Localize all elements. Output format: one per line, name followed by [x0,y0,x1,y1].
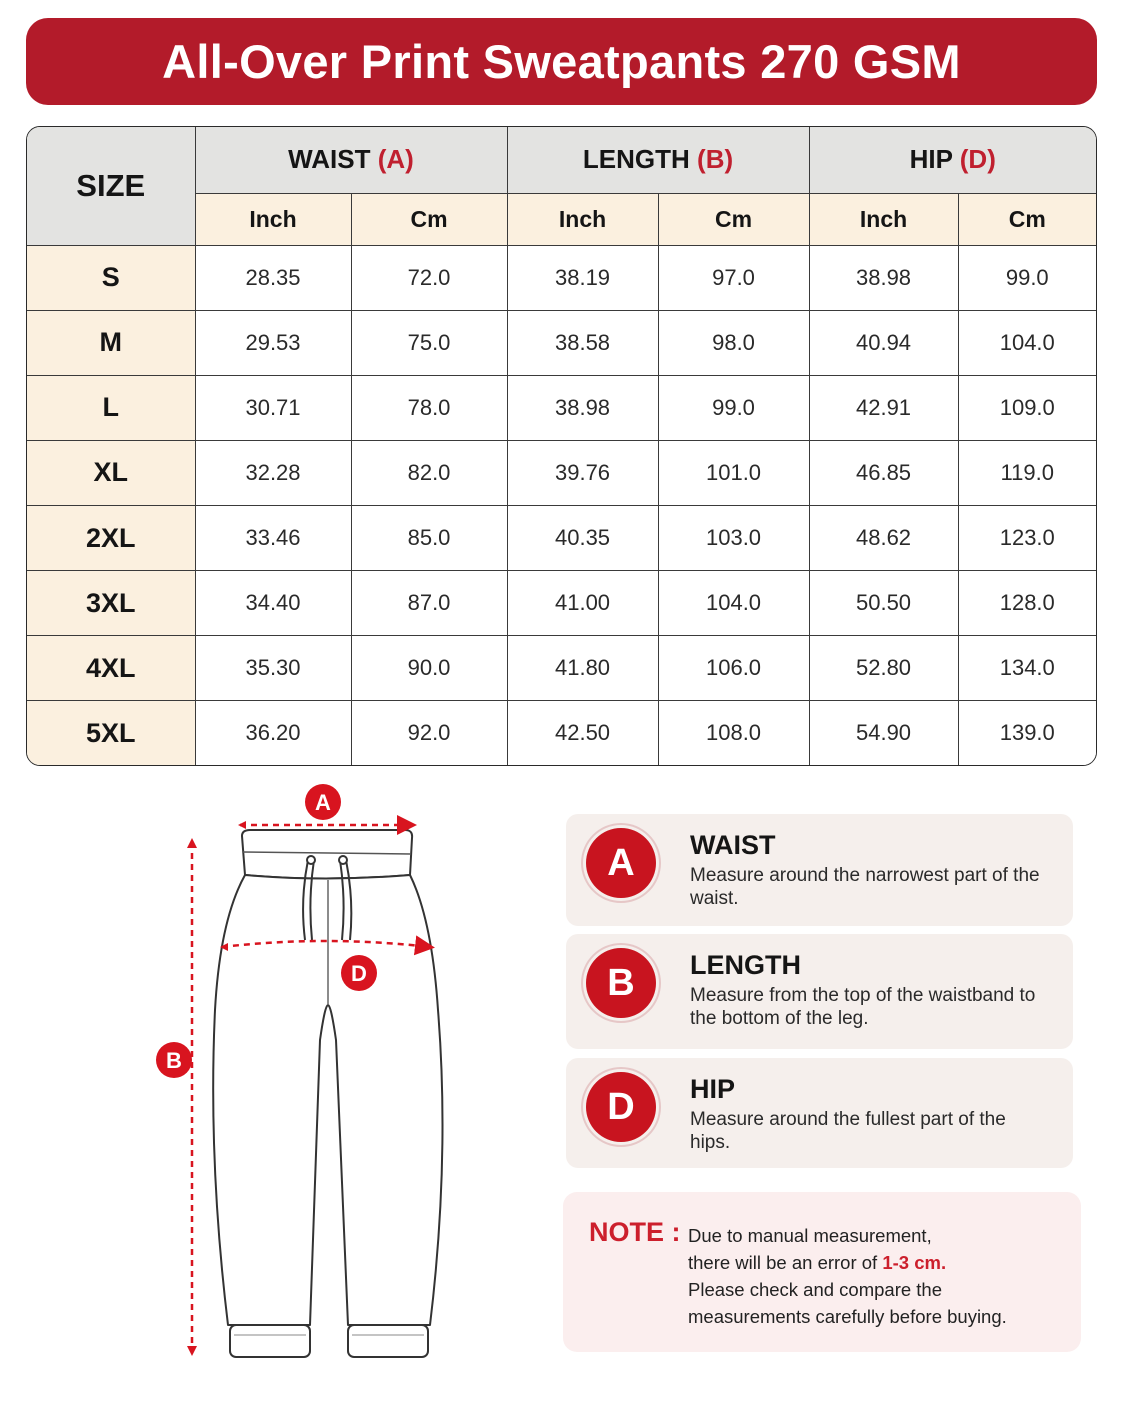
measurement-cell: 123.0 [958,506,1096,571]
length-group-header [507,127,809,193]
note-line-2 [688,1249,1068,1276]
length-header-label: LENGTH [582,144,690,175]
measurement-cell: 41.00 [507,571,658,636]
note-line-1: Due to manual measurement, [688,1225,932,1246]
table-row [27,506,1096,571]
measurement-cell: 40.94 [809,310,958,375]
size-cell: 4XL [27,636,195,701]
sweatpants-diagram [150,780,450,1380]
marker-a-badge [305,784,341,820]
measurement-cell: 39.76 [507,440,658,505]
guide-card-waist [566,814,1073,926]
table-row [27,440,1096,505]
hip-group-header [809,127,1096,193]
unit-header-inch: Inch [809,193,958,245]
measurement-cell: 82.0 [351,440,507,505]
measurement-cell: 134.0 [958,636,1096,701]
measurement-cell: 35.30 [195,636,351,701]
note-error-range: 1-3 cm. [882,1252,947,1273]
guide-desc-length: Measure from the top of the waistband to the bottom of the leg. [690,985,1036,1029]
page-title: All-Over Print Sweatpants 270 GSM [26,18,1097,105]
measurement-cell: 38.98 [809,245,958,310]
waist-header-letter: (A) [377,144,414,175]
measurement-cell: 104.0 [658,571,809,636]
hip-header-letter: (D) [959,144,996,175]
marker-a-label: A [315,790,331,815]
marker-d-label: D [351,961,367,986]
waist-group-header [195,127,507,193]
measurement-cell: 48.62 [809,506,958,571]
guide-title-hip: HIP [690,1074,736,1104]
measurement-cell: 99.0 [658,375,809,440]
measurement-cell: 52.80 [809,636,958,701]
guide-badge-b: B [586,948,656,1018]
measurement-cell: 50.50 [809,571,958,636]
guide-title-length: LENGTH [690,950,801,980]
marker-b-label: B [166,1048,182,1073]
measurement-cell: 41.80 [507,636,658,701]
size-cell: 5XL [27,701,195,765]
table-row [27,375,1096,440]
measurement-cell: 75.0 [351,310,507,375]
measurement-cell: 32.28 [195,440,351,505]
measurement-cell: 28.35 [195,245,351,310]
marker-d-badge [341,955,377,991]
measurement-cell: 87.0 [351,571,507,636]
size-cell: 3XL [27,571,195,636]
size-cell: XL [27,440,195,505]
measurement-cell: 101.0 [658,440,809,505]
size-cell: M [27,310,195,375]
hip-header-label: HIP [909,144,953,175]
guide-badge-a: A [586,828,656,898]
unit-header-inch: Inch [507,193,658,245]
measurement-cell: 33.46 [195,506,351,571]
table-row [27,571,1096,636]
size-cell: L [27,375,195,440]
table-row [27,245,1096,310]
measurement-cell: 54.90 [809,701,958,765]
measurement-cell: 30.71 [195,375,351,440]
guide-badge-d: D [586,1072,656,1142]
size-column-header: SIZE [27,127,195,245]
note-line-3: Please check and compare the measurements carefully before buying. [688,1279,1007,1327]
unit-header-cm: Cm [351,193,507,245]
waist-header-label: WAIST [288,144,371,175]
measurement-cell: 40.35 [507,506,658,571]
measurement-cell: 38.98 [507,375,658,440]
note-box [563,1192,1081,1352]
measurement-cell: 108.0 [658,701,809,765]
measurement-cell: 34.40 [195,571,351,636]
measurement-cell: 90.0 [351,636,507,701]
measurement-cell: 85.0 [351,506,507,571]
measurement-cell: 104.0 [958,310,1096,375]
pants-outline [213,830,442,1357]
measurement-cell: 78.0 [351,375,507,440]
size-cell: 2XL [27,506,195,571]
measurement-cell: 92.0 [351,701,507,765]
unit-header-cm: Cm [658,193,809,245]
guide-title-waist: WAIST [690,830,776,860]
measurement-cell: 72.0 [351,245,507,310]
size-cell: S [27,245,195,310]
measurement-cell: 36.20 [195,701,351,765]
note-text [688,1222,1068,1330]
measurement-cell: 99.0 [958,245,1096,310]
measurement-cell: 98.0 [658,310,809,375]
measurement-cell: 109.0 [958,375,1096,440]
measurement-cell: 38.19 [507,245,658,310]
measurement-cell: 46.85 [809,440,958,505]
measurement-cell: 139.0 [958,701,1096,765]
note-label: NOTE : [589,1217,681,1247]
marker-b-badge [156,1042,192,1078]
table-row [27,701,1096,765]
unit-header-cm: Cm [958,193,1096,245]
size-chart-table [26,126,1097,766]
measurement-cell: 103.0 [658,506,809,571]
guide-desc-waist: Measure around the narrowest part of the waist. [690,865,1040,909]
measurement-cell: 42.91 [809,375,958,440]
unit-header-inch: Inch [195,193,351,245]
guide-desc-hip: Measure around the fullest part of the hips. [690,1109,1006,1153]
note-line-2-text: there will be an error of [688,1252,883,1273]
measurement-cell: 106.0 [658,636,809,701]
table-row [27,636,1096,701]
length-header-letter: (B) [697,144,734,175]
measurement-cell: 38.58 [507,310,658,375]
measurement-cell: 128.0 [958,571,1096,636]
waist-measure-line [238,821,412,829]
length-measure-line [187,838,197,1356]
guide-card-length [566,934,1073,1049]
table-row [27,310,1096,375]
measurement-cell: 42.50 [507,701,658,765]
measurement-cell: 97.0 [658,245,809,310]
measurement-cell: 29.53 [195,310,351,375]
measurement-cell: 119.0 [958,440,1096,505]
guide-card-hip [566,1058,1073,1168]
